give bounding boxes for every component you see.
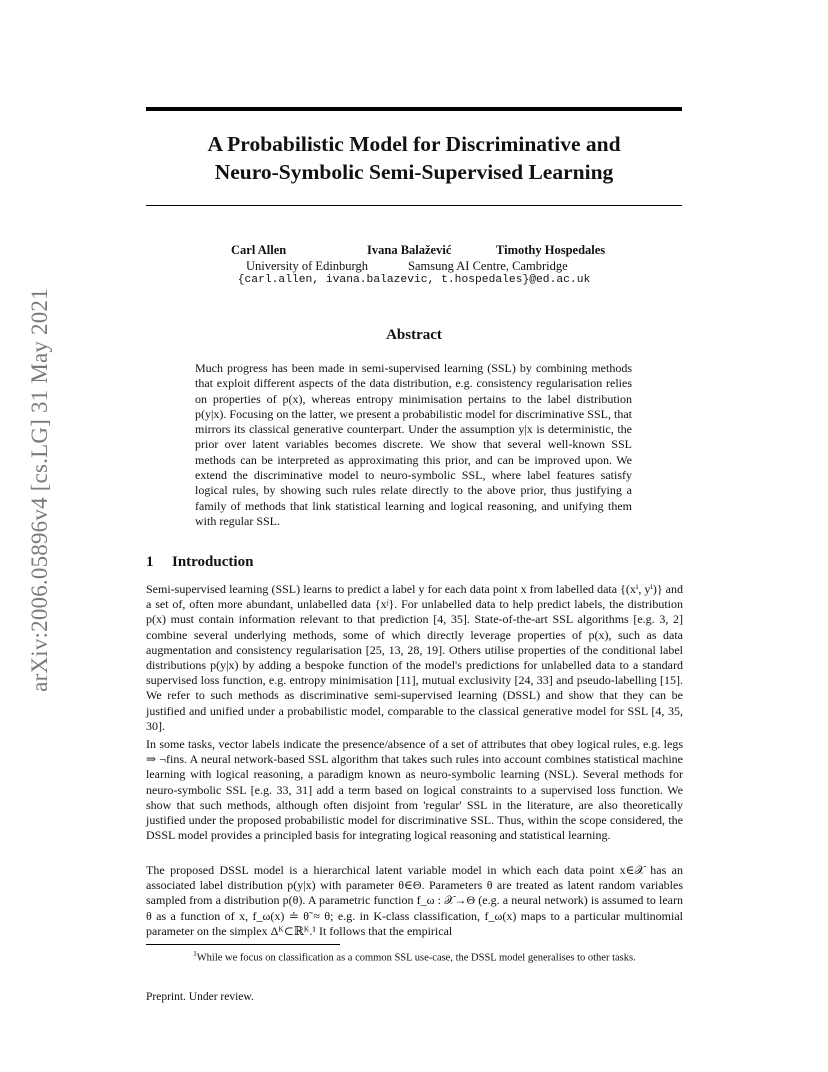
title-bottom-rule	[146, 205, 682, 206]
author-affiliation: University of Edinburgh	[246, 259, 368, 273]
section-number: 1	[146, 554, 154, 570]
title-line-2: Neuro-Symbolic Semi-Supervised Learning	[214, 160, 614, 184]
section-title: Introduction	[172, 554, 254, 570]
abstract-heading: Abstract	[386, 327, 442, 343]
intro-paragraph-1: Semi-supervised learning (SSL) learns to predict a label y for each data point x from labelled data {(xⁱ, yⁱ)} and a set of, often more abundant, unlabelled data {xʲ}. For unlabelled data to help predict labels, the distribution p(x) must contain information relevant to that prediction [4, 35]. State-of-the-art SSL algorithms [e.g. 3, 2] combine several underlying methods, some of which directly leverage properties of p(x), such as data augmentation and consistency regularisation [25, 13, 28, 19]. Others utilise properties of the conditional label distributions p(y|x) by adding a bespoke function of the model's predictions for unlabelled data to a standard supervised loss function, e.g. entropy minimisation [11], mutual exclusivity [24, 33] and pseudo-labelling [15]. We refer to such methods as discriminative semi-supervised learning (DSSL) and show that they can be justified and unified under a probabilistic model, comparable to the classical generative model for SSL [4, 35, 30].	[146, 582, 683, 733]
section-heading	[146, 554, 253, 571]
footnote-text: While we focus on classification as a common SSL use-case, the DSSL model generalises to other tasks.	[196, 952, 636, 964]
author-emails: {carl.allen, ivana.balazevic, t.hospedales}@ed.ac.uk	[237, 274, 591, 286]
footnote-rule	[146, 944, 340, 945]
title-line-1: A Probabilistic Model for Discriminative and	[207, 132, 621, 156]
abstract-body: Much progress has been made in semi-supervised learning (SSL) by combining methods that exploit different aspects of the data distribution, e.g. consistency regularisation relies on properties of p(x), whereas entropy minimisation pertains to the label distribution p(y|x). Focusing on the latter, we present a probabilistic model for discriminative SSL, that mirrors its classical generative counterpart. Under the assumption y|x is deterministic, the prior over latent variables becomes discrete. We show that several well-known SSL methods can be interpreted as approximating this prior, and can be improved upon. We extend the discriminative model to neuro-symbolic SSL, where label features satisfy logical rules, by showing such rules relate directly to the above prior, thus justifying a family of methods that link statistical learning and logical reasoning, and unifying them with regular SSL.	[195, 361, 632, 528]
footnote	[146, 950, 683, 964]
intro-paragraph-3: The proposed DSSL model is a hierarchical latent variable model in which each data point x∈𝒳 has an associated label distribution p(y|x) with parameter θ∈Θ. Parameters θ are treated as latent random variables sampled from a distribution p(θ). A parametric function f_ω : 𝒳→Θ (e.g. a neural network) is assumed to learn θ as a function of x, f_ω(x) ≐ θ̃ ≈ θ; e.g. in K-class classification, f_ω(x) maps to a particular multinomial parameter on the simplex Δᴷ⊂ℝᴷ.¹ It follows that the empirical	[146, 863, 683, 938]
author-affiliation: Samsung AI Centre, Cambridge	[408, 259, 568, 273]
paper-title	[146, 130, 682, 186]
author-name: Carl Allen	[231, 243, 287, 257]
author-name: Ivana Balažević	[367, 243, 452, 257]
arxiv-stamp: arXiv:2006.05896v4 [cs.LG] 31 May 2021	[27, 288, 52, 692]
title-top-rule	[146, 107, 682, 111]
intro-paragraph-2: In some tasks, vector labels indicate the presence/absence of a set of attributes that obey logical rules, e.g. legs ⇒ ¬fins. A neural network-based SSL algorithm that takes such rules into account combines statistical machine learning with logical reasoning, a paradigm known as neuro-symbolic learning (NSL). Several methods for neuro-symbolic SSL [e.g. 33, 31] add a term based on logical constraints to a supervised loss function. We show that such methods, although often disjoint from 'regular' SSL in the literature, are also theoretically justified under the proposed probabilistic model for discriminative SSL. Thus, within the scope considered, the DSSL model provides a principled basis for integrating logical reasoning and statistical learning.	[146, 737, 683, 843]
preprint-footer: Preprint. Under review.	[146, 991, 254, 1003]
author-name: Timothy Hospedales	[496, 243, 606, 257]
footnote-mark: 1	[193, 950, 197, 958]
